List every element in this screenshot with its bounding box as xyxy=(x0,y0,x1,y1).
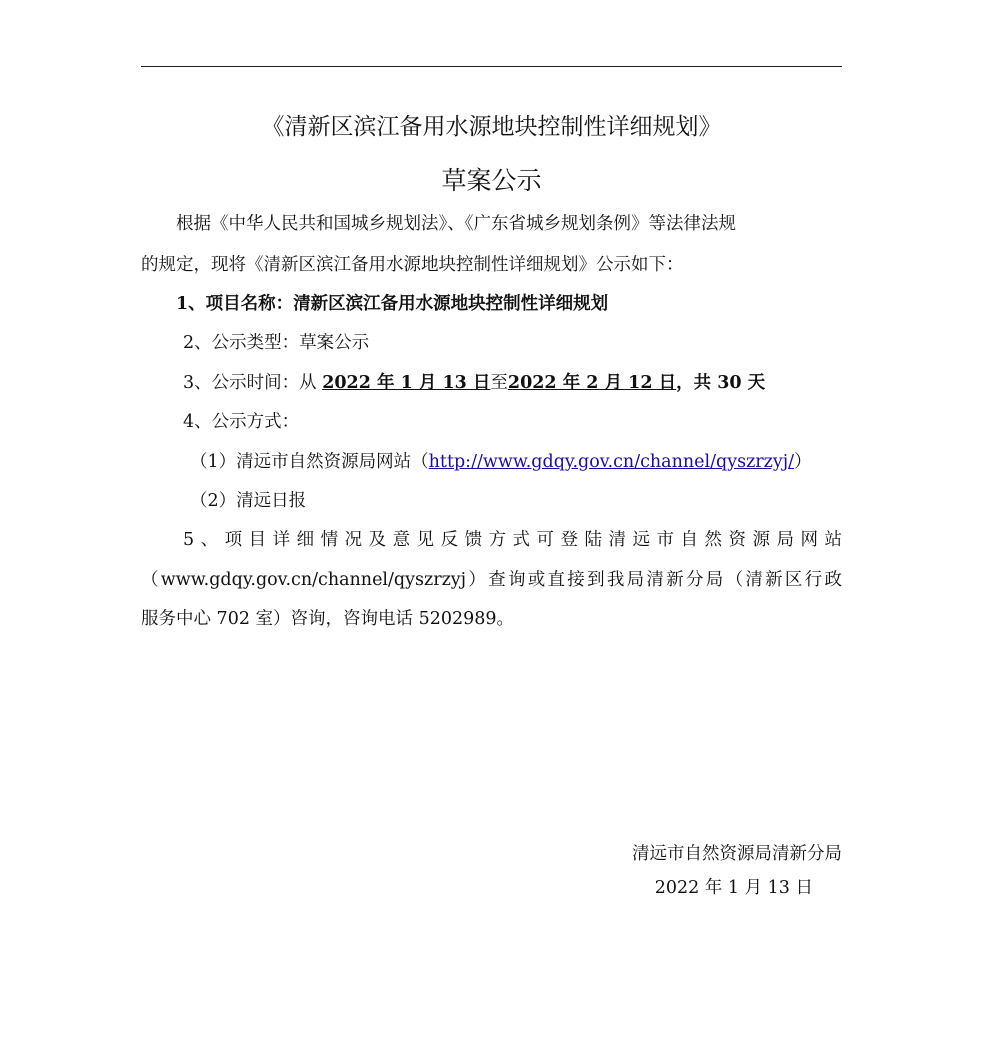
start-date: 2022 年 1 月 13 日 xyxy=(322,373,491,393)
signature-org: 清远市自然资源局清新分局 xyxy=(632,844,842,864)
item-notice-period xyxy=(183,371,884,395)
item-project-name-value: 清新区滨江备用水源地块控制性详细规划 xyxy=(293,294,609,314)
item-notice-type-label: 2、公示类型： xyxy=(183,333,300,353)
header-rule xyxy=(141,66,842,67)
item5-line-2: （www.gdqy.gov.cn/channel/qyszrzyj）查询或直接到我局清新分局（清新区行政 xyxy=(141,570,842,590)
website-link[interactable]: http://www.gdqy.gov.cn/channel/qyszrzyj/ xyxy=(428,452,795,472)
item5-line-3: 服务中心 702 室）咨询，咨询电话 5202989。 xyxy=(141,609,515,629)
item-notice-method: 4、公示方式： xyxy=(183,412,300,432)
method-newspaper: （2）清远日报 xyxy=(190,491,307,511)
method-website xyxy=(190,450,891,474)
method-website-close: ） xyxy=(794,452,812,472)
intro-line-1: 根据《中华人民共和国城乡规划法》、《广东省城乡规划条例》等法律法规 xyxy=(176,214,736,234)
method-website-label: （1）清远市自然资源局网站（ xyxy=(190,452,429,472)
item-notice-type-value: 草案公示 xyxy=(299,333,370,353)
item5-line-1: 5、项目详细情况及意见反馈方式可登陆清远市自然资源局网站 xyxy=(183,530,842,550)
item-project-name-label: 1、项目名称： xyxy=(176,294,294,314)
signature-date: 2022 年 1 月 13 日 xyxy=(654,878,813,898)
document-subtitle: 草案公示 xyxy=(441,166,542,195)
item-notice-type xyxy=(183,331,884,355)
intro-line-2: 的规定，现将《清新区滨江备用水源地块控制性详细规划》公示如下： xyxy=(141,255,684,275)
date-separator: 至 xyxy=(490,373,508,393)
document-title: 《清新区滨江备用水源地块控制性详细规划》 xyxy=(261,114,722,140)
end-date: 2022 年 2 月 12 日 xyxy=(507,373,677,393)
duration: ，共 30 天 xyxy=(676,373,766,393)
item-project-name xyxy=(176,292,877,316)
item-notice-period-label: 3、公示时间：从 xyxy=(183,373,323,393)
